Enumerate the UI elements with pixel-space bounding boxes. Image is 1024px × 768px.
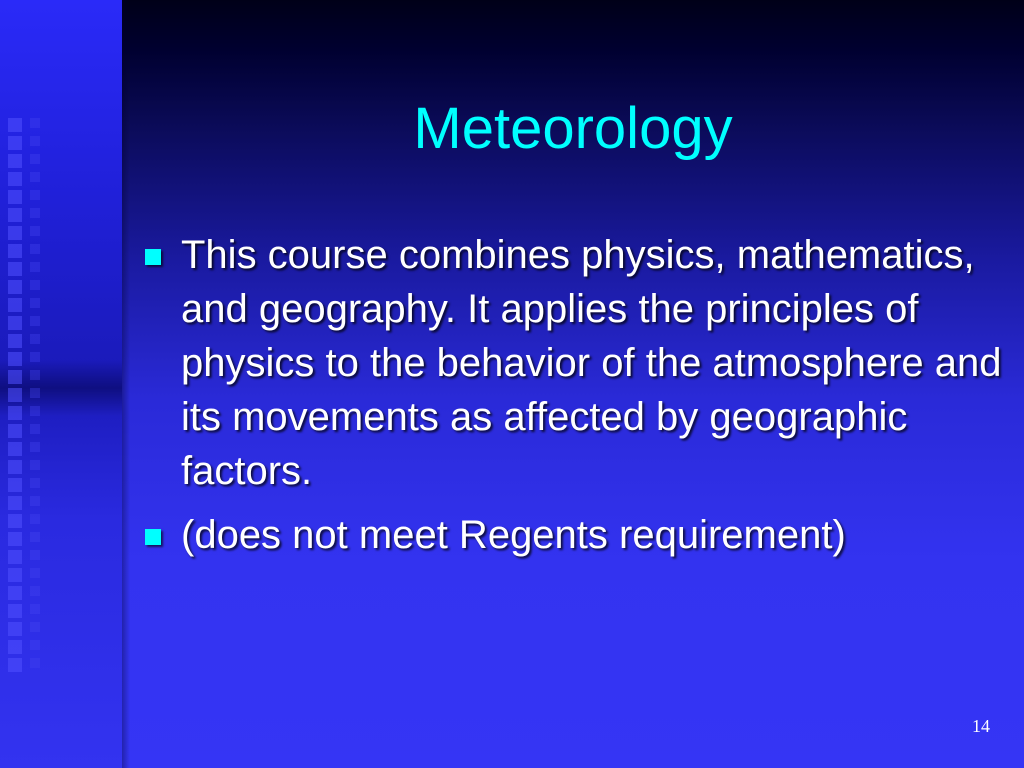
left-decorative-band: [0, 0, 122, 768]
square-bullet-icon: [145, 249, 161, 265]
decorative-squares-column-secondary: [30, 118, 40, 678]
slide-title: Meteorology: [413, 96, 733, 161]
square-bullet-icon: [145, 529, 161, 545]
bullet-list: [140, 228, 1010, 572]
bullet-text: This course combines physics, mathematics, and geography. It applies the principles of physics to the behavior of the atmosphere and its movements as affected by geographic factors.: [181, 233, 1002, 493]
bullet-item: [140, 228, 1010, 498]
bullet-item: [140, 508, 1010, 562]
page-number: 14: [972, 716, 990, 736]
bullet-text: (does not meet Regents requirement): [181, 513, 846, 557]
decorative-squares-column: [8, 118, 22, 678]
